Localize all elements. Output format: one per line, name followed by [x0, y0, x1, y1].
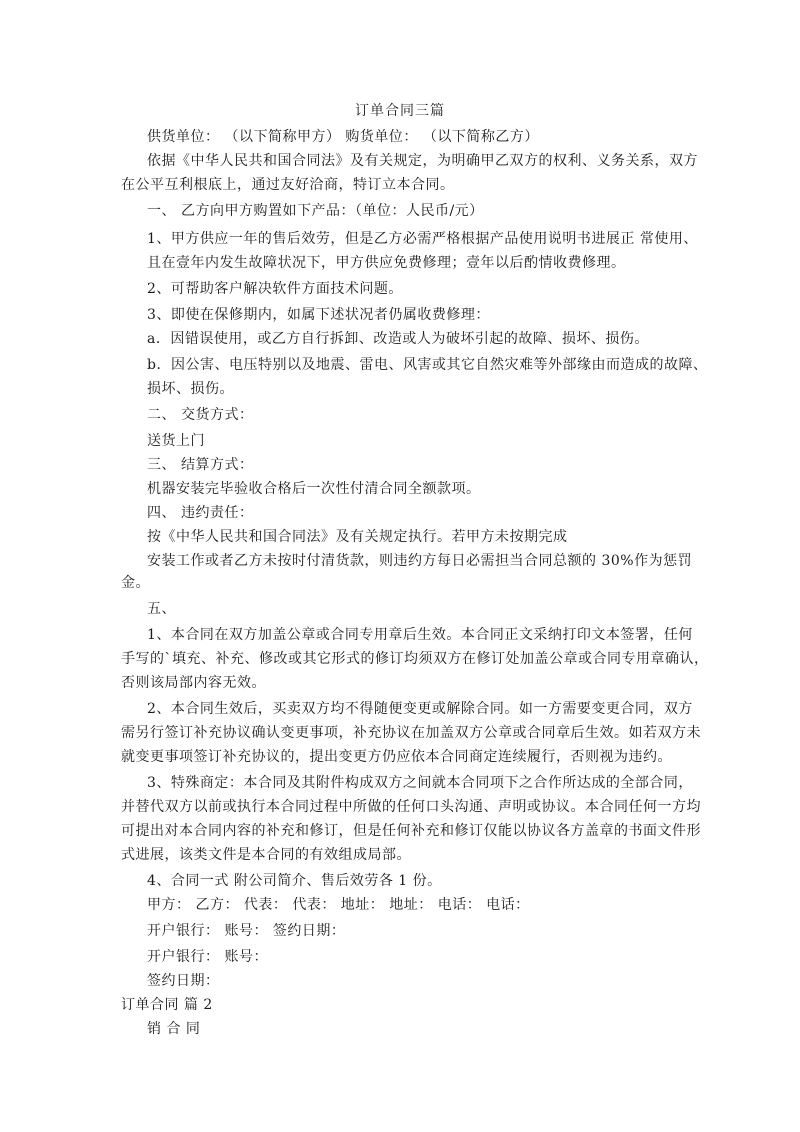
document-title: 订单合同三篇 [355, 103, 445, 119]
delivery-method: 送货上门 [147, 433, 205, 449]
clause-3a: a．因错误使用，或乙方自行拆卸、改造或人为破坏引起的故障、损坏、损伤。 [147, 331, 649, 347]
clause-3: 3、即使在保修期内，如属下述状况者仍属收费修理： [147, 307, 490, 323]
bank-account-line-1: 开户银行： 账号： 签约日期： [147, 923, 346, 939]
term-1-line-1: 1、本合同在双方加盖公章或合同专用章后生效。本合同正文采纳打印文本签署，任何 [147, 627, 693, 643]
term-4: 4、合同一式 附公司简介、售后效劳各 1 份。 [147, 873, 442, 889]
liability-line-1: 按《中华人民共和国合同法》及有关规定执行。若甲方未按期完成 [147, 529, 568, 545]
section-3-heading: 三、 结算方式： [147, 457, 254, 473]
liability-line-3: 金。 [121, 575, 150, 591]
clause-3b-line-1: b．因公害、电压特别以及地震、雷电、风害或其它自然灾难等外部缘由而造成的故障、 [147, 357, 708, 373]
term-3-line-2: 并替代双方以前或执行本合同过程中所做的任何口头沟通、声明或协议。本合同任何一方均 [121, 799, 701, 815]
clause-1-line-2: 且在壹年内发生故障状况下，甲方供应免费修理；壹年以后酌情收费修理。 [147, 255, 626, 271]
contract-heading-2: 销 合 同 [147, 1021, 201, 1037]
section-2-heading: 二、 交货方式： [147, 407, 254, 423]
term-1-line-3: 否则该局部内容无效。 [121, 675, 266, 691]
liability-line-2: 安装工作或者乙方未按时付清货款，则违约方每日必需担当合同总额的 30%作为惩罚 [147, 553, 693, 569]
section-5-heading: 五、 [147, 601, 176, 617]
preamble-line-2: 在公平互利根底上，通过友好洽商，特订立本合同。 [121, 177, 455, 193]
settlement-method: 机器安装完毕验收合格后一次性付清合同全额款项。 [147, 481, 481, 497]
section-title-2: 订单合同 篇 2 [121, 997, 213, 1013]
preamble-line-1: 依据《中华人民共和国合同法》及有关规定，为明确甲乙双方的权利、义务关系，双方 [147, 153, 698, 169]
term-3-line-3: 可提出对本合同内容的补充和修订，但是任何补充和修订仅能以协议各方盖章的书面文件形 [121, 823, 701, 839]
clause-2: 2、可帮助客户解决软件方面技术问题。 [147, 281, 403, 297]
signature-parties-line: 甲方： 乙方： 代表： 代表： 地址： 地址： 电话： 电话： [147, 897, 530, 913]
bank-account-line-2: 开户银行： 账号： [147, 949, 268, 965]
section-1-heading: 一、 乙方向甲方购置如下产品：（单位：人民币/元） [147, 203, 484, 219]
parties-line: 供货单位： （以下简称甲方） 购货单位： （以下简称乙方） [147, 129, 539, 145]
term-2-line-2: 需另行签订补充协议确认变更事项，补充协议在加盖双方公章或合同章后生效。如若双方未 [121, 725, 701, 741]
term-2-line-3: 就变更事项签订补充协议的，提出变更方仍应依本合同商定连续履行，否则视为违约。 [121, 749, 672, 765]
term-1-line-2: 手写的`填充、补充、修改或其它形式的修订均须双方在修订处加盖公章或合同专用章确认， [121, 651, 709, 667]
section-4-heading: 四、 违约责任： [147, 505, 254, 521]
term-3-line-1: 3、特殊商定：本合同及其附件构成双方之间就本合同项下之合作所达成的全部合同， [147, 775, 693, 791]
signing-date-line: 签约日期： [147, 973, 220, 989]
clause-3b-line-2: 损坏、损伤。 [147, 381, 234, 397]
term-2-line-1: 2、本合同生效后，买卖双方均不得随便变更或解除合同。如一方需要变更合同，双方 [147, 701, 693, 717]
term-3-line-4: 式进展，该类文件是本合同的有效组成局部。 [121, 847, 411, 863]
clause-1-line-1: 1、甲方供应一年的售后效劳，但是乙方必需严格根据产品使用说明书进展正 常使用、 [147, 231, 698, 247]
